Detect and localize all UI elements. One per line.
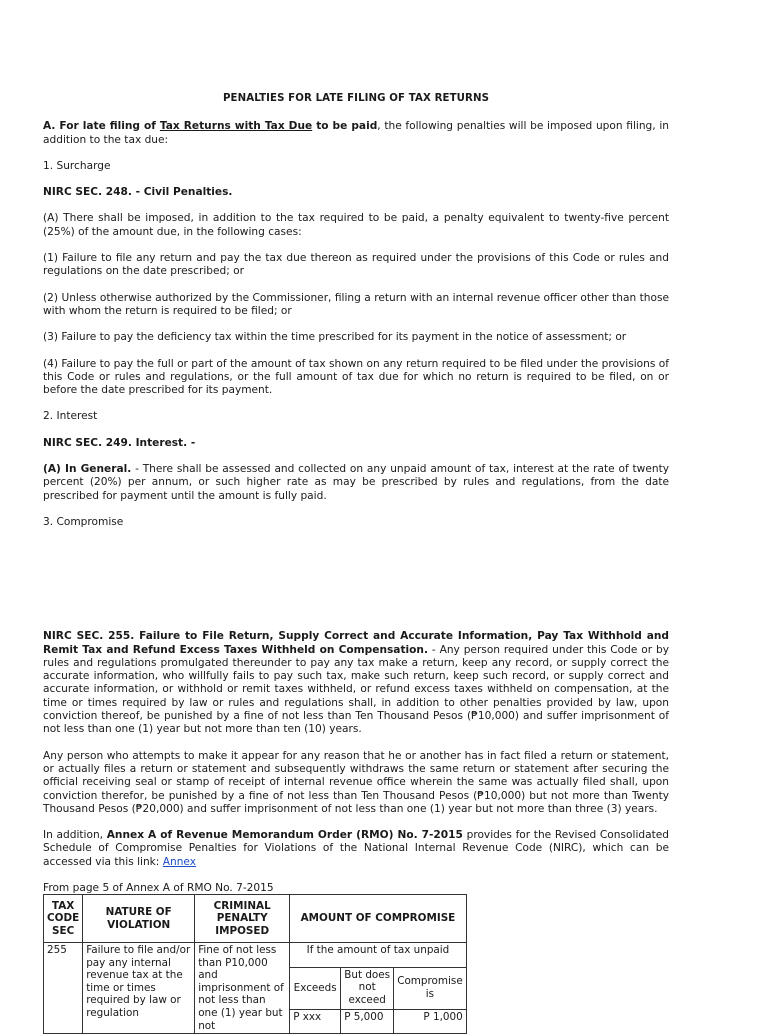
annex-paragraph	[43, 829, 669, 869]
sec249-heading	[43, 437, 669, 450]
sec248-heading-text: NIRC SEC. 248. - Civil Penalties.	[43, 186, 233, 199]
from-page-note: From page 5 of Annex A of RMO No. 7-2015	[43, 881, 274, 894]
compromise-heading: 3. Compromise	[43, 515, 124, 528]
cell-r1-not-exceed: P 5,000	[341, 1009, 394, 1034]
sec255-heading: NIRC SEC. 255. Failure to File Return, Supply Correct and Accurate Information, Pay Tax Withhold and Remit Tax and Refund Excess Taxes Withheld on Compensation.	[43, 630, 669, 656]
intro-prefix: A. For late filing of	[43, 120, 160, 133]
intro-rest: , the following penalties will be imposed upon filing, in addition to the tax due:	[43, 120, 669, 146]
surcharge-heading: 1. Surcharge	[43, 159, 111, 172]
page-title: PENALTIES FOR LATE FILING OF TAX RETURNS	[222, 93, 490, 104]
header-nature-of-violation: NATURE OF VIOLATION	[83, 895, 195, 943]
sec249-heading-text: NIRC SEC. 249. Interest. -	[43, 436, 196, 449]
sec248-item-4: (4) Failure to pay the full or part of the amount of tax shown on any return required to be filed under the provisions of this Code or rules and regulations, or the full amount of tax due for which no return is required to be filed, on or before the date prescribed for its payment.	[43, 357, 669, 397]
sec248-heading	[43, 186, 669, 199]
annex-text: provides for the Revised Consolidated Schedule of Compromise Penalties for Violations of the National Internal Revenue Code (NIRC), which can be accessed via this link:	[43, 829, 670, 868]
document-body	[43, 92, 669, 908]
intro-suffix: to be paid	[312, 120, 378, 133]
subheader-exceeds: Exceeds	[290, 967, 341, 1009]
header-tax-code-sec: TAX CODE SEC	[44, 895, 83, 943]
sec249-a	[43, 463, 669, 503]
sec255-paragraph-2: Any person who attempts to make it appear for any reason that he or another has in fact filed a return or statement, or actually files a return or statement and subsequently withdraws the same return or statement after securing the official receiving seal or stamp of receipt of internal revenue office wherein the same was actually filed shall, upon conviction therefor, be punished by a fine of not less than Ten Thousand Pesos (₱10,000) but not more than Twenty Thousand Pesos (₱20,000) and suffer imprisonment of not less than one (1) year but not more than three (3) years.	[43, 749, 669, 815]
annex-bold: Annex A of Revenue Memorandum Order (RMO) No. 7-2015	[106, 829, 463, 842]
sec249-a-label: (A) In General.	[43, 463, 132, 476]
sec249-a-text: - There shall be assessed and collected on any unpaid amount of tax, interest at the rate of twenty percent (20%) per annum, or such higher rate as may be prescribed by rules and regulations, from the date prescribed for payment until the amount is fully paid.	[43, 463, 669, 502]
subheader-not-exceed: But does not exceed	[341, 967, 394, 1009]
subheader-compromise: Compromise is	[394, 967, 467, 1009]
cell-r1-compromise: P 1,000	[394, 1009, 467, 1034]
sec255-text: - Any person required under this Code or by rules and regulations promulgated thereunder to pay any tax make a return, keep any record, or supply correct the accurate information, who willfully fails to pay such tax, make such return, keep such record, or supply correct and accurate information, or withhold or remit taxes withheld, or refund excess taxes withheld on compensation, at the time or times required by law or rules and regulations shall, in addition to other penalties provided by law, upon conviction thereof, be punished by a fine of not less than Ten Thousand Pesos (₱10,000) and suffer imprisonment of not less than one (1) year but not more than ten (10) years.	[43, 643, 670, 736]
interest-heading: 2. Interest	[43, 410, 98, 423]
cell-if-amount-unpaid: If the amount of tax unpaid	[290, 943, 467, 968]
annex-prefix: In addition,	[43, 829, 107, 842]
compromise-table	[43, 894, 467, 1034]
sec248-item-1: (1) Failure to file any return and pay the tax due thereon as required under the provisions of this Code or rules and regulations on the date prescribed; or	[43, 252, 669, 278]
sec248-item-3: (3) Failure to pay the deficiency tax within the time prescribed for its payment in the notice of assessment; or	[43, 331, 627, 344]
annex-link[interactable]: Annex	[162, 855, 197, 868]
cell-criminal: Fine of not less than P10,000 and imprisonment of not less than one (1) year but not	[195, 943, 290, 1034]
sec248-a: (A) There shall be imposed, in addition to the tax required to be paid, a penalty equivalent to twenty-five percent (25%) of the amount due, in the following cases:	[43, 212, 669, 238]
intro-paragraph	[43, 120, 669, 147]
cell-nature: Failure to file and/or pay any internal revenue tax at the time or times required by law or regulation	[83, 943, 195, 1034]
blank-gap	[43, 542, 669, 630]
intro-underlined: Tax Returns with Tax Due	[159, 120, 313, 133]
cell-r1-exceeds: P xxx	[290, 1009, 341, 1034]
cell-code: 255	[44, 943, 83, 1034]
header-amount-of-compromise: AMOUNT OF COMPROMISE	[290, 895, 467, 943]
header-criminal-penalty: CRIMINAL PENALTY IMPOSED	[195, 895, 290, 943]
sec248-item-2: (2) Unless otherwise authorized by the Commissioner, filing a return with an internal revenue officer other than those with whom the return is required to be filed; or	[43, 291, 669, 317]
sec255-paragraph	[43, 630, 669, 736]
